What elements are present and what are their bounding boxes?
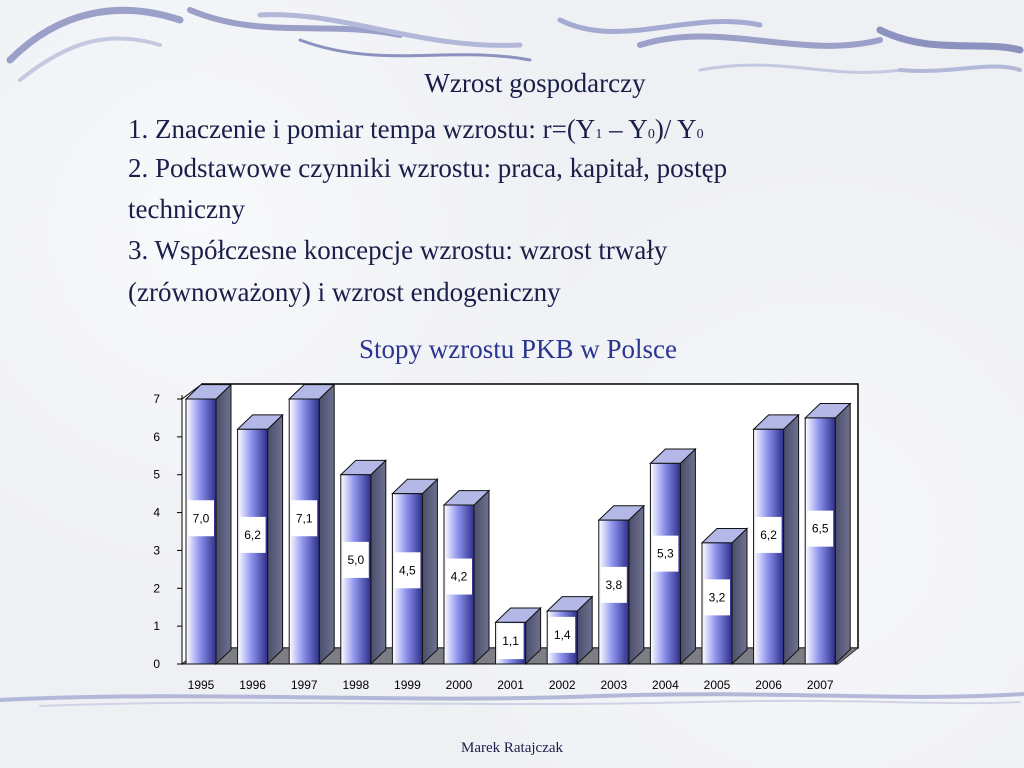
x-tick-label: 1996 <box>239 678 266 692</box>
y-tick-label: 7 <box>153 392 160 406</box>
bar-side-2005 <box>732 528 747 664</box>
y-tick-label: 3 <box>153 543 160 558</box>
bar-side-1996 <box>268 415 283 664</box>
list-item-3-line1: 3. Współczesne koncepcje wzrostu: wzrost trwały <box>128 235 668 265</box>
x-tick-label: 1998 <box>342 678 370 692</box>
x-tick-label: 2004 <box>652 678 679 692</box>
x-tick-label: 2003 <box>600 678 628 692</box>
data-label: 6,5 <box>811 521 829 536</box>
x-tick-label: 2007 <box>806 678 834 692</box>
data-label: 3,8 <box>605 577 623 592</box>
list-item-2-line2: techniczny <box>128 194 245 224</box>
item1-text-mid2: )/ Y <box>654 114 697 144</box>
list-item-2-line1: 2. Podstawowe czynniki wzrostu: praca, kapitał, postęp <box>128 153 728 183</box>
x-tick-label: 2002 <box>548 678 576 692</box>
chart-title: Stopy wzrostu PKB w Polsce <box>358 334 677 364</box>
x-tick-label: 1997 <box>290 678 318 692</box>
bar-side-1995 <box>216 385 231 664</box>
subscript-1: 1 <box>595 127 603 142</box>
y-tick-label: 5 <box>153 467 160 482</box>
data-label: 1,4 <box>553 627 571 642</box>
data-label: 5,0 <box>347 552 365 567</box>
y-tick-label: 4 <box>153 505 160 520</box>
y-tick-label: 2 <box>153 581 160 596</box>
subscript-0b: 0 <box>696 127 704 142</box>
y-tick-label: 1 <box>153 619 160 634</box>
data-label: 1,1 <box>502 634 519 649</box>
bar-side-1997 <box>319 385 334 664</box>
data-label: 7,0 <box>192 511 210 526</box>
footer-author: Marek Ratajczak <box>460 740 564 756</box>
data-label: 7,1 <box>295 511 313 526</box>
item1-text-mid: – Y <box>602 114 648 144</box>
bar-side-2006 <box>784 415 799 664</box>
x-tick-label: 2005 <box>703 678 731 692</box>
data-label: 3,2 <box>708 590 726 605</box>
x-tick-label: 2001 <box>497 678 524 692</box>
item1-text: 1. Znaczenie i pomiar tempa wzrostu: r=(Y <box>128 114 596 144</box>
bar-side-2000 <box>474 491 489 664</box>
bar-side-2003 <box>629 506 644 664</box>
x-tick-label: 2006 <box>755 678 782 692</box>
subscript-0: 0 <box>647 127 655 142</box>
bar-side-2007 <box>835 404 850 664</box>
bar-side-2004 <box>680 449 695 664</box>
data-label: 5,3 <box>657 546 674 561</box>
y-tick-label: 0 <box>153 657 160 671</box>
data-label: 4,5 <box>399 563 416 578</box>
data-label: 4,2 <box>450 569 468 584</box>
y-tick-label: 6 <box>153 429 160 444</box>
data-label: 6,2 <box>760 527 777 542</box>
data-label: 6,2 <box>244 527 261 542</box>
slide-title: Wzrost gospodarczy <box>424 68 646 98</box>
bar-side-1999 <box>422 479 437 664</box>
x-tick-label: 1999 <box>394 678 421 692</box>
x-tick-label: 2000 <box>445 678 473 692</box>
list-item-3-line2: (zrównoważony) i wzrost endogeniczny <box>128 277 561 307</box>
bar-side-1998 <box>371 460 386 664</box>
x-tick-label: 1995 <box>187 678 215 692</box>
